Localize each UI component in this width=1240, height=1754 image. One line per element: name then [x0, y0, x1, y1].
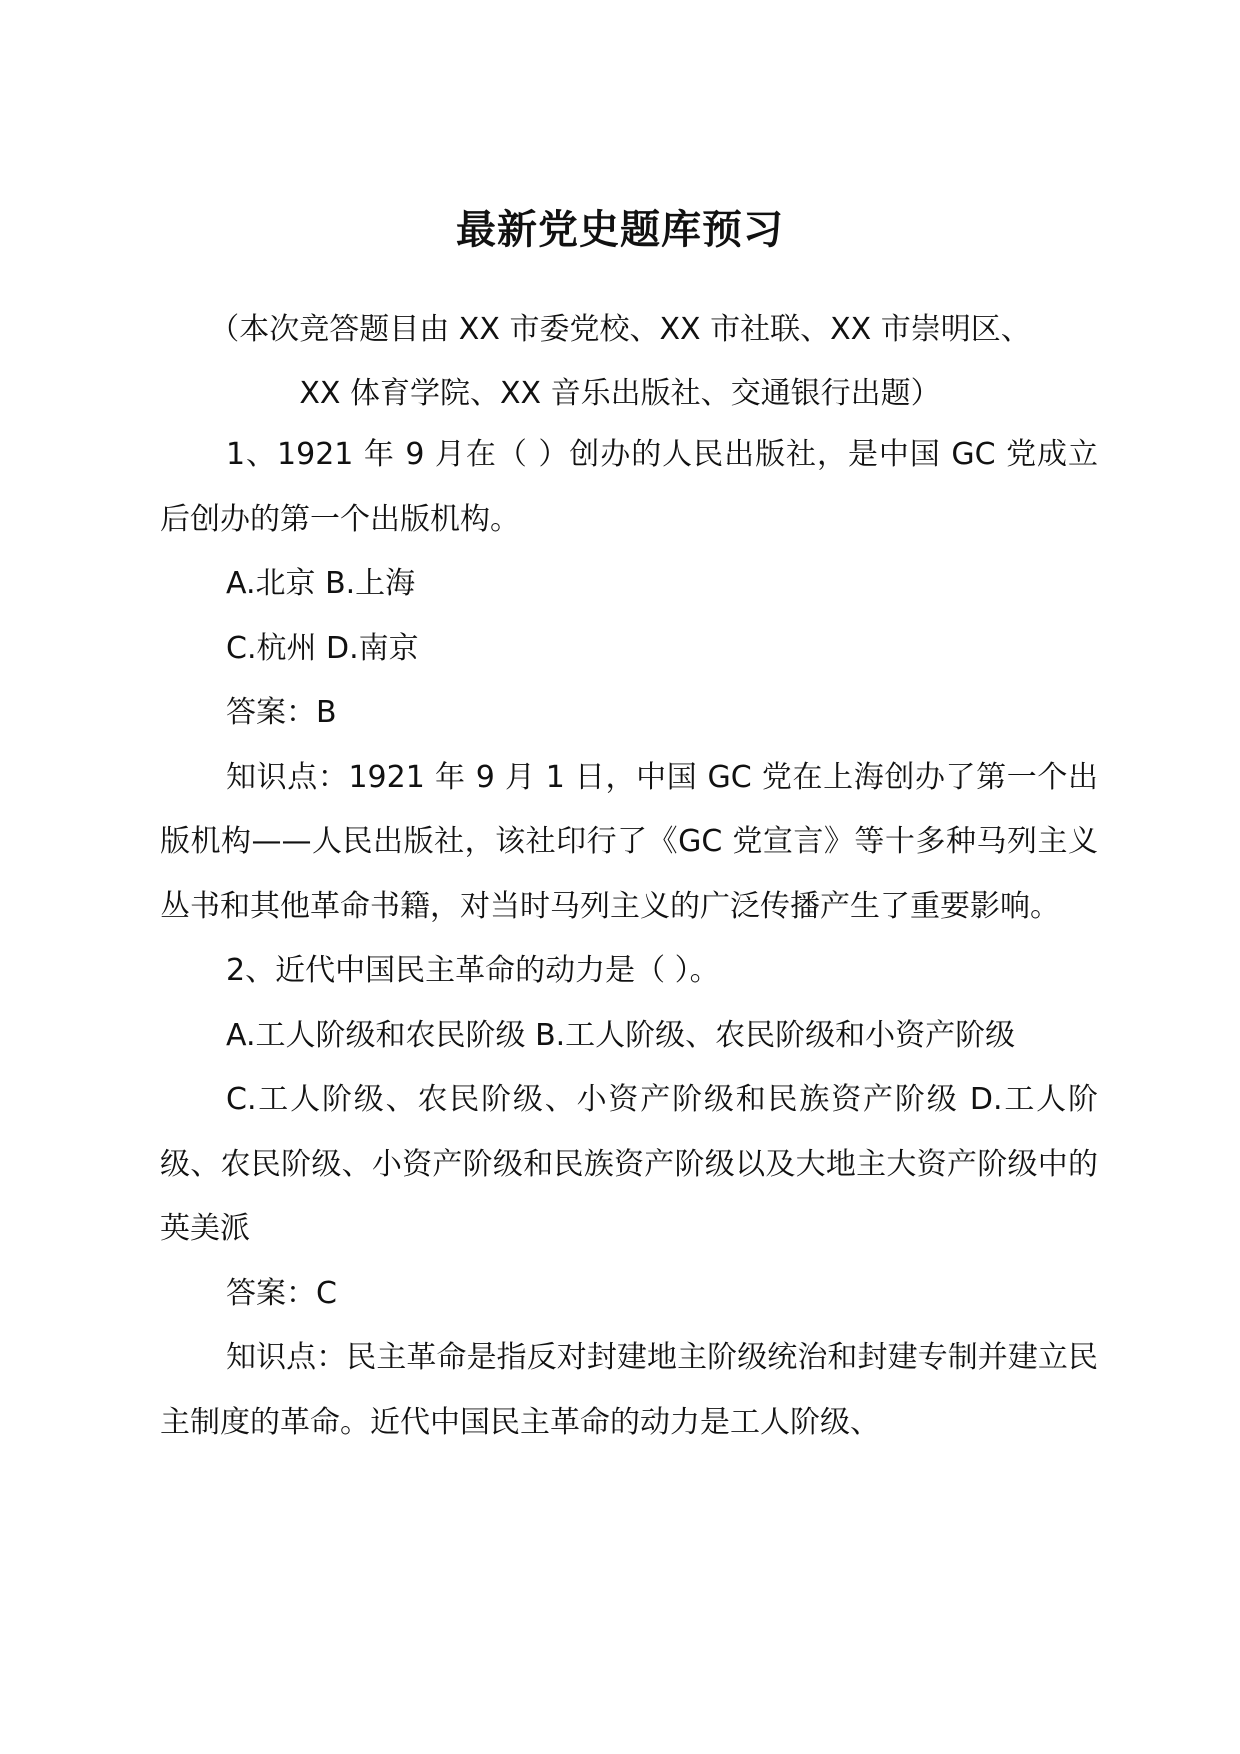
question-1-knowledge: 知识点：1921 年 9 月 1 日，中国 GC 党在上海创办了第一个出版机构——人民出版社，该社印行了《GC 党宣言》等十多种马列主义丛书和其他革命书籍，对当时马列主义的广泛传播产生了重要影响。 [160, 759, 1098, 924]
question-2-options-cd: C.工人阶级、农民阶级、小资产阶级和民族资产阶级 D.工人阶级、农民阶级、小资产阶级和民族资产阶级以及大地主大资产阶级中的英美派 [160, 1082, 1098, 1246]
question-1-stem: 1、1921 年 9 月在（ ）创办的人民出版社，是中国 GC 党成立后创办的第一个出版机构。 [160, 437, 1098, 537]
subtitle-line: （本次竞答题目由 XX 市委党校、XX 市社联、XX 市崇明区、 [209, 312, 1031, 347]
document-title: 最新党史题库预习 [456, 207, 784, 253]
subtitle-line: XX 体育学院、XX 音乐出版社、交通银行出题） [299, 376, 941, 411]
question-1-answer: 答案：B [226, 695, 337, 730]
question-1-options-ab: A.北京 B.上海 [226, 566, 416, 601]
question-2-stem: 2、近代中国民主革命的动力是（ ）。 [226, 953, 720, 988]
document-subtitle [160, 298, 1080, 426]
question-2-answer: 答案：C [226, 1275, 337, 1311]
question-2-knowledge: 知识点：民主革命是指反对封建地主阶级统治和封建专制并建立民主制度的革命。近代中国民主革命的动力是工人阶级、 [160, 1340, 1098, 1440]
question-2-options-ab: A.工人阶级和农民阶级 B.工人阶级、农民阶级和小资产阶级 [226, 1017, 1016, 1053]
document-body [160, 423, 1098, 1455]
question-1-options-cd: C.杭州 D.南京 [226, 630, 419, 666]
